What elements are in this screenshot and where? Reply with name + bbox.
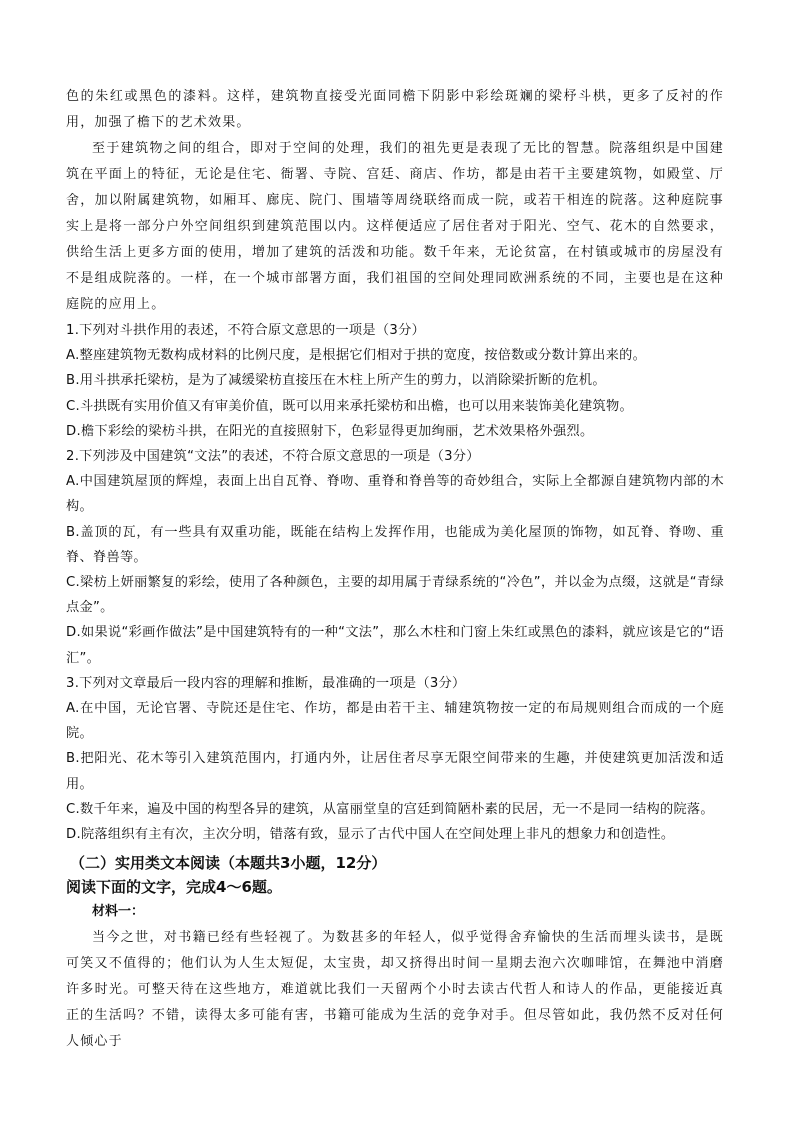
option-c: C.斗拱既有实用价值又有审美价值，既可以用来承托梁枋和出檐，也可以用来装饰美化建筑物。 — [66, 398, 633, 414]
section-instruction: 阅读下面的文字，完成4～6题。 — [66, 878, 282, 897]
question-stem: 2.下列涉及中国建筑“文法”的表述，不符合原文意思的一项是（3分） — [66, 449, 480, 465]
question-1 — [66, 318, 724, 444]
option-c: C.梁枋上妍丽繁复的彩绘，使用了各种颜色，主要的却用属于青绿系统的“冷色”，并以金为点缀，这就是“青绿点金”。 — [66, 575, 724, 616]
option-b: B.盖顶的瓦，有一些具有双重功能，既能在结构上发挥作用，也能成为美化屋顶的饰物，如瓦脊、脊吻、重脊、脊兽等。 — [66, 524, 724, 565]
question-2 — [66, 444, 724, 671]
passage-paragraph-1: 色的朱红或黑色的漆料。这样，建筑物直接受光面同檐下阴影中彩绘斑斓的梁杼斗栱，更多了反衬的作用，加强了檐下的艺术效果。 — [66, 89, 724, 130]
option-a: A.整座建筑物无数构成材料的比例尺度，是根据它们相对于拱的宽度，按倍数或分数计算出来的。 — [66, 348, 647, 364]
question-stem: 3.下列对文章最后一段内容的理解和推断，最准确的一项是（3分） — [66, 675, 466, 691]
material-label: 材料一： — [92, 904, 145, 920]
section-heading: （二）实用类文本阅读（本题共3小题，12分） — [70, 854, 387, 873]
option-a: A.中国建筑屋顶的辉煌，表面上出自瓦脊、脊吻、重脊和脊兽等的奇妙组合，实际上全都源自建筑物内部的木构。 — [66, 474, 724, 515]
question-3 — [66, 671, 724, 847]
option-a: A.在中国，无论官署、寺院还是住宅、作坊，都是由若干主、辅建筑物按一定的布局规则组合而成的一个庭院。 — [66, 701, 724, 742]
option-c: C.数千年来，遍及中国的构型各异的建筑，从富丽堂皇的宫廷到简陋朴素的民居，无一不是同一结构的院落。 — [66, 801, 714, 817]
question-stem: 1.下列对斗拱作用的表述，不符合原文意思的一项是（3分） — [66, 323, 426, 338]
option-b: B.用斗拱承托梁枋，是为了减缓梁枋直接压在木柱上所产生的剪力，以消除梁折断的危机。 — [66, 373, 606, 389]
option-b: B.把阳光、花木等引入建筑范围内，打通内外，让居住者尽享无限空间带来的生趣，并使建筑更加活泼和适用。 — [66, 751, 724, 792]
option-d: D.如果说“彩画作做法”是中国建筑特有的一种“文法”，那么木柱和门窗上朱红或黑色的漆料，就应该是它的“语汇”。 — [66, 625, 724, 666]
option-d: D.檐下彩绘的梁枋斗拱，在阳光的直接照射下，色彩显得更加绚丽，艺术效果格外强烈。 — [66, 423, 594, 439]
material-paragraph: 当今之世，对书籍已经有些轻视了。为数甚多的年轻人，似乎觉得舍弃愉快的生活而埋头读书，是既可笑又不值得的；他们认为人生太短促，太宝贵，却又挤得出时间一星期去泡六次咖啡馆，在舞池中消磨许多时光。可整天待在这些地方，难道就比我们一天留两个小时去读古代哲人和诗人的作品，更能接近真正的生活吗？不错，读得太多可能有害，书籍可能成为生活的竞争对手。但尽管如此，我仍然不反对任何人倾心于 — [66, 930, 724, 1050]
passage-paragraph-2: 至于建筑物之间的组合，即对于空间的处理，我们的祖先更是表现了无比的智慧。院落组织是中国建筑在平面上的特征，无论是住宅、衙署、寺院、宫廷、商店、作坊，都是由若干主要建筑物，如殿堂、厅舍，加以附属建筑物，如厢耳、廊庑、院门、围墙等周绕联络而成一院，或若干相连的院落。这种庭院事实上是将一部分户外空间组织到建筑范围以内。这样便适应了居住者对于阳光、空气、花木的自然要求，供给生活上更多方面的使用，增加了建筑的活泼和功能。数千年来，无论贫富，在村镇或城市的房屋没有不是组成院落的。一样，在一个城市部署方面，我们祖国的空间处理同欧洲系统的不同，主要也是在这种庭院的应用上。 — [66, 141, 724, 312]
option-d: D.院落组织有主有次，主次分明，错落有致，显示了古代中国人在空间处理上非凡的想象力和创造性。 — [66, 827, 675, 843]
